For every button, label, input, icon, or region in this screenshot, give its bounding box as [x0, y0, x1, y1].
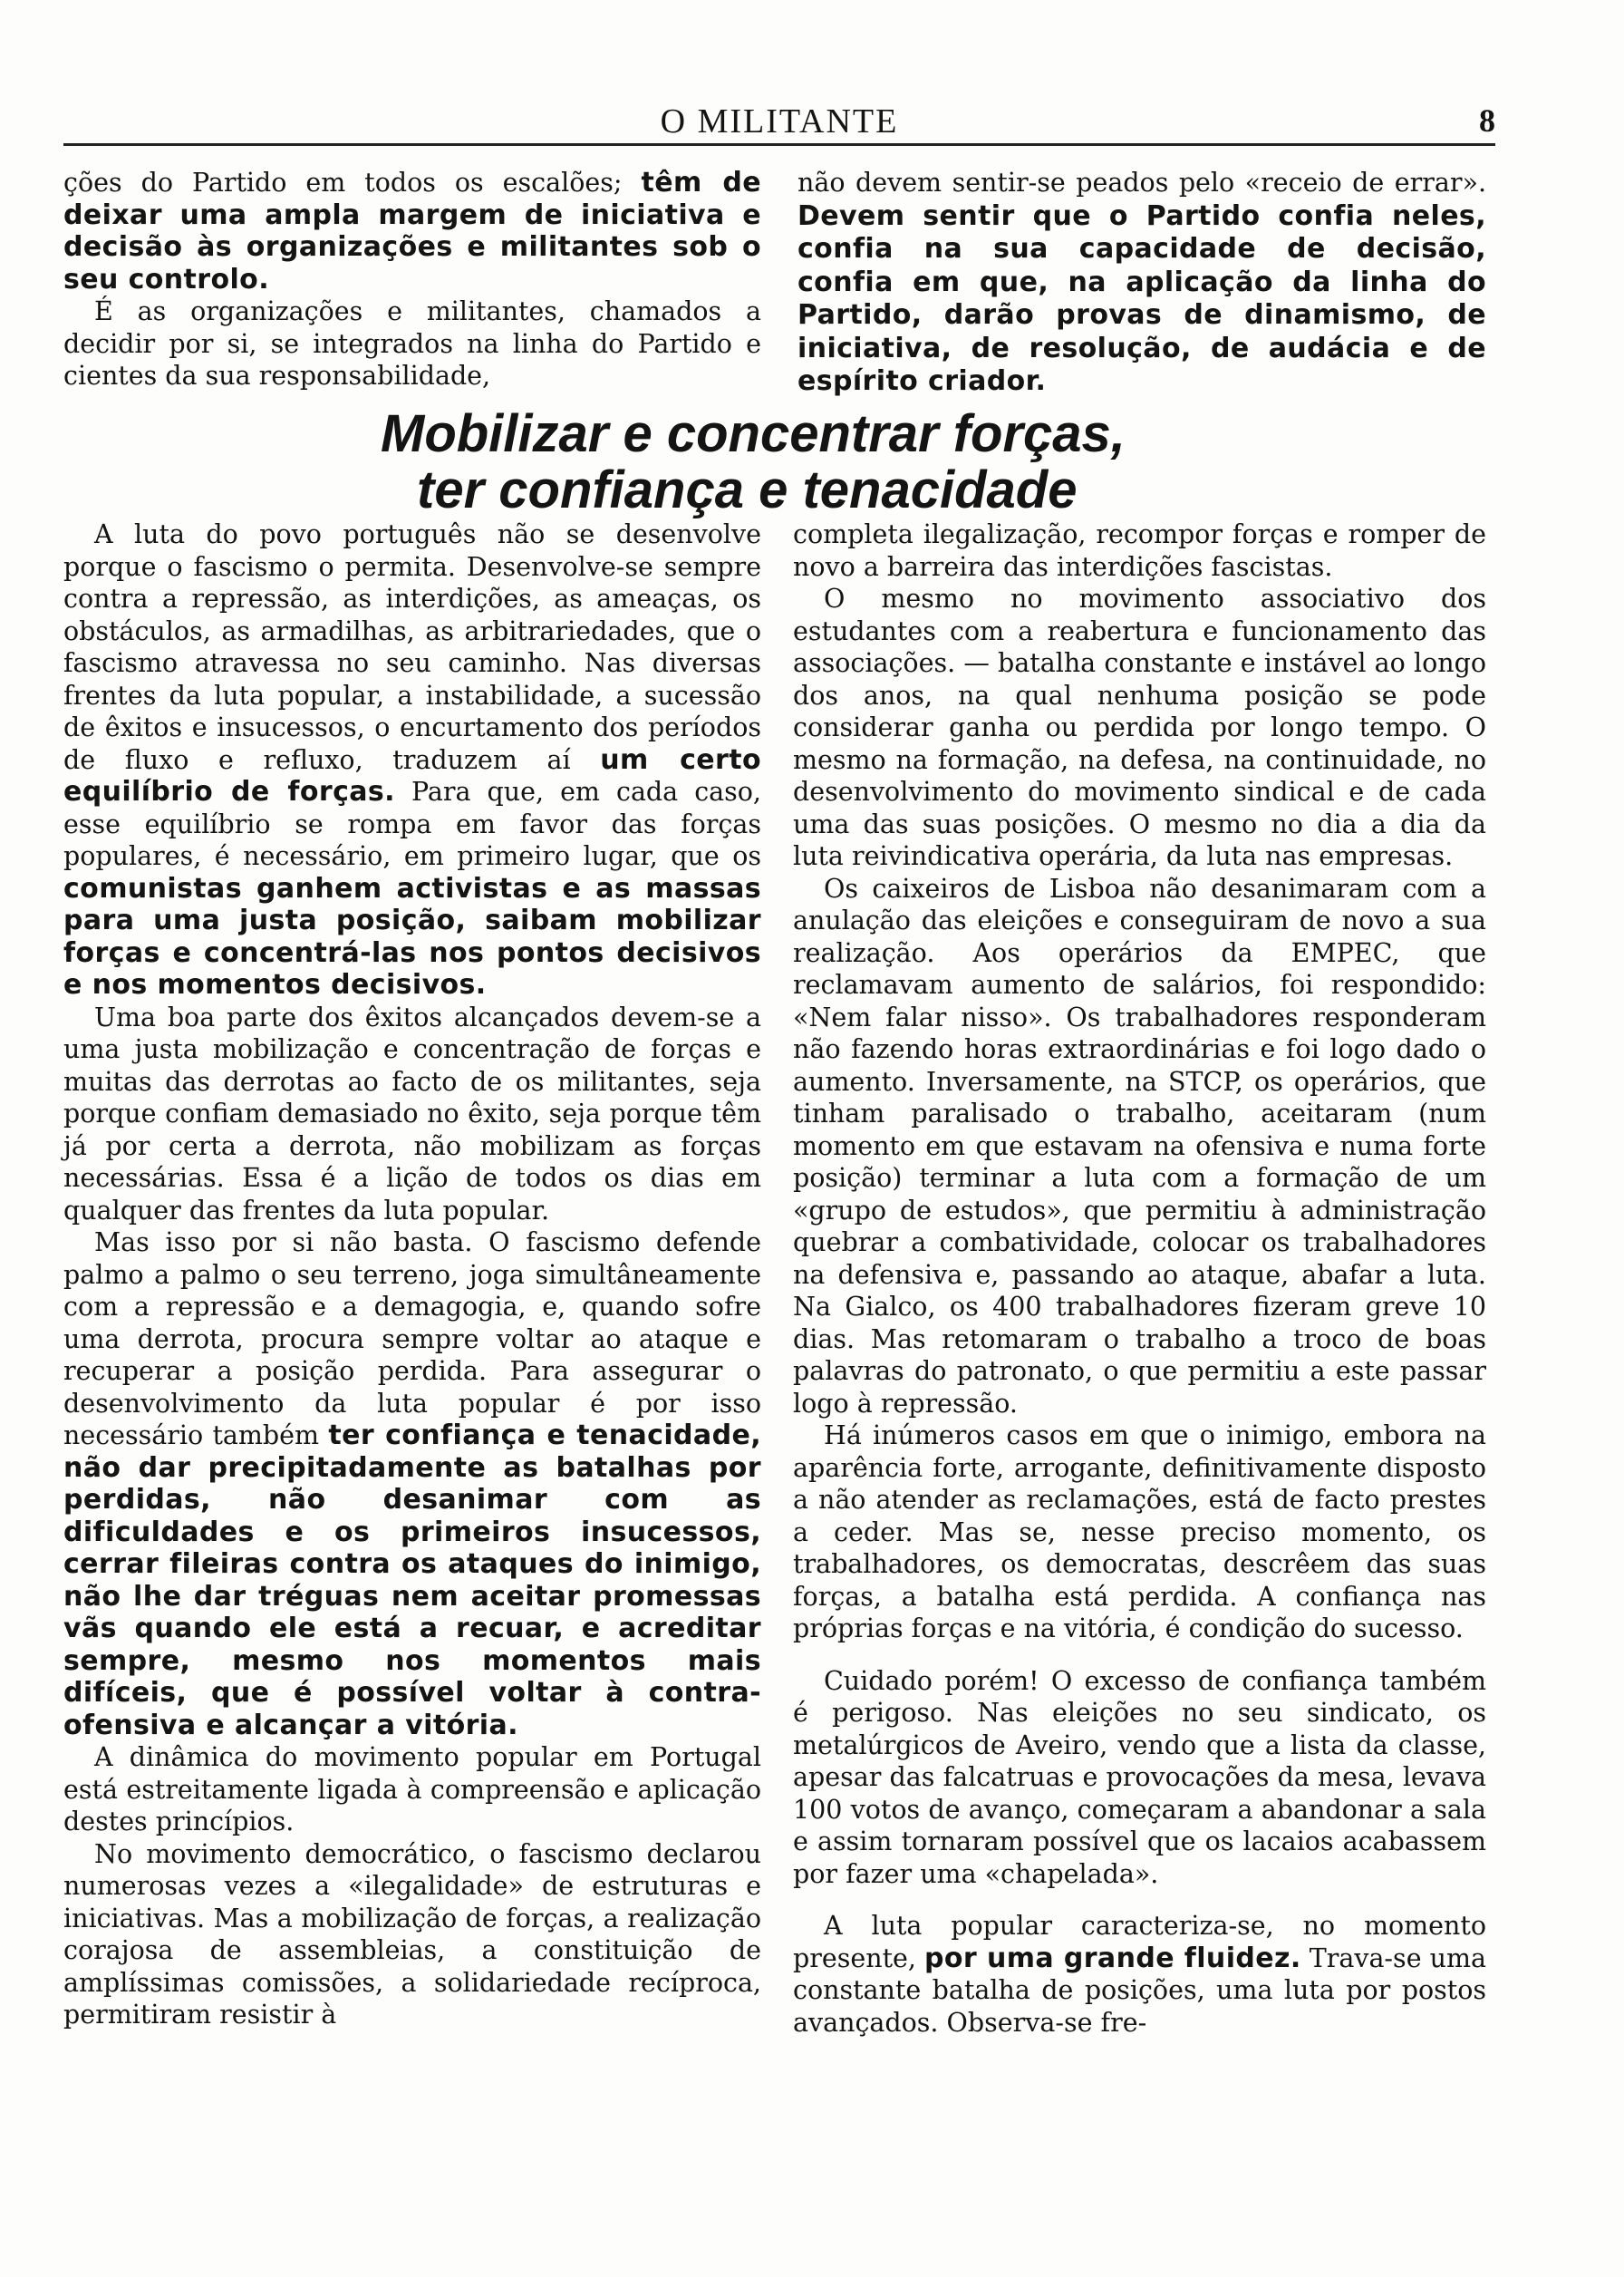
article-text: Trava-se uma constante batalha de posições, uma luta por postos avançados. Observa-se fre- — [793, 1943, 1486, 2038]
article-left-paragraph-1 — [63, 518, 761, 1002]
intro-left-text: ções do Partido em todos os escalões; — [63, 168, 642, 198]
intro-left-bold-text: têm de deixar uma ampla margem de iniciativa e decisão às organizações e militantes sob o seu controlo. — [63, 167, 761, 296]
article-left-paragraph-5: No movimento democrático, o fascismo declarou numerosas vezes a «ilegalidade» de estruturas e iniciativas. Mas a mobilização de forças, a realização corajosa de assembleias, a constituição de amplíssimas comissões, a solidariedade recíproca, permitiram resistir à — [63, 1838, 761, 2030]
article-right-paragraph-2: O mesmo no movimento associativo dos estudantes com a reabertura e funcionamento das associações. — batalha constante e instável ao longo dos anos, na qual nenhuma posição se pode considerar ganha ou perdida por longo tempo. O mesmo na formação, na defesa, na continuidade, no desenvolvimento do movimento sindical e de cada uma das suas posições. O mesmo no dia a dia da luta reivindicativa operária, da luta nas empresas. — [793, 584, 1486, 871]
article-right-paragraph-3: Os caixeiros de Lisboa não desanimaram com a anulação das eleições e conseguiram de novo a sua realização. Aos operários da EMPEC, que reclamavam aumento de salários, foi respondido: «Nem falar nisso». Os trabalhadores responderam não fazendo horas extraordinárias e foi logo dado o aumento. Inversamente, na STCP, os operários, que tinham paralisado o trabalho, aceitaram (num momento em que estavam na ofensiva e numa forte posição) terminar a luta com a formação de um «grupo de estudos», que permitiu à administração quebrar a combatividade, colocar os trabalhadores na defensiva e, passando ao ataque, abafar a luta. Na Gialco, os 400 trabalhadores fizeram greve 10 dias. Mas retomaram o trabalho a troco de boas palavras do patronato, o que permitiu a este passar logo à repressão. — [793, 873, 1486, 1419]
intro-left-paragraph-1 — [63, 167, 761, 296]
article-headline — [236, 406, 1232, 518]
article-right-paragraph-5: Cuidado porém! O excesso de confiança também é perigoso. Nas eleições no seu sindicato, os metalúrgicos de Aveiro, vendo que a lista da classe, apesar das falcatruas e provocações da mesa, levava 100 votos de avanço, começaram a abandonar a sala e assim tornaram possível que os lacaios acabassem por fazer uma «chapelada». — [793, 1665, 1486, 1889]
article-left-paragraph-2: Uma boa parte dos êxitos alcançados devem-se a uma justa mobilização e concentração de forças e muitas das derrotas ao facto de os militantes, seja porque confiam demasiado no êxito, seja porque têm já por certa a derrota, não mobilizam as forças necessárias. Essa é a lição de todos os dias em qualquer das frentes da luta popular. — [63, 1002, 761, 1226]
article-left-paragraph-3 — [63, 1226, 761, 1741]
intro-left-paragraph-2: É as organizações e militantes, chamados a decidir por si, se integrados na linha do Partido e cientes da sua responsabilidade, — [63, 296, 761, 391]
article-title-line-2: ter confiança e tenacidade — [417, 460, 1078, 519]
article-bold-text: por uma grande fluidez. — [924, 1942, 1301, 1974]
article-left-paragraph-4: A dinâmica do movimento popular em Portugal está estreitamente ligada à compreensão e aplicação destes princípios. — [63, 1742, 761, 1836]
article-title-line-1: Mobilizar e concentrar forças, — [381, 404, 1126, 463]
article-text: Mas isso por si não basta. O fascismo defende palmo a palmo o seu terreno, joga simultâneamente com a repressão e a demagogia, e, quando sofre uma derrota, procura sempre voltar ao ataque e recuperar a posição perdida. Para assegurar o desenvolvimento da luta popular é por isso necessário também — [63, 1227, 761, 1450]
intro-right-column — [798, 167, 1486, 399]
intro-right-paragraph-1 — [798, 167, 1486, 399]
article-left-column — [63, 518, 761, 2031]
header-rule — [63, 143, 1495, 146]
article-bold-text: um certo equilíbrio de forças. — [63, 743, 761, 808]
intro-right-bold-text: Devem sentir que o Partido confia neles, confia na sua capacidade de decisão, confia em que, na aplicação da linha do Partido, darão provas de dinamismo, de iniciativa, de resolução, de audácia e de espírito criador. — [798, 199, 1486, 397]
page-header — [63, 91, 1495, 145]
article-bold-text: ter confiança e tenacidade, não dar precipitadamente as batalhas por perdidas, não desanimar com as dificuldades e os primeiros insucessos, cerrar fileiras contra os ataques do inimigo, não lhe dar tréguas nem aceitar promessas vãs quando ele está a recuar, e acreditar sempre, mesmo nos momentos mais difíceis, que é possível voltar à contra-ofensiva e alcançar a vitória. — [63, 1419, 761, 1741]
article-right-paragraph-6 — [793, 1910, 1486, 2039]
article-right-paragraph-1: completa ilegalização, recompor forças e romper de novo a barreira das interdições fascistas. — [793, 519, 1486, 582]
article-right-column — [793, 518, 1486, 2039]
article-right-paragraph-4: Há inúmeros casos em que o inimigo, embora na aparência forte, arrogante, definitivamente disposto a não atender as reclamações, está de facto prestes a ceder. Mas se, nesse preciso momento, os trabalhadores, os democratas, descrêem das suas forças, a batalha está perdida. A confiança nas próprias forças e na vitória, é condição do sucesso. — [793, 1420, 1486, 1643]
article-text: Para que, em cada caso, esse equilíbrio se rompa em favor das forças populares, é necessário, em primeiro lugar, que os — [63, 777, 761, 871]
newspaper-title: O MILITANTE — [660, 102, 899, 140]
intro-left-column — [63, 167, 761, 392]
page-number: 8 — [1479, 102, 1495, 139]
intro-right-text: não devem sentir-se peados pelo «receio de errar». — [798, 168, 1486, 198]
article-text: A luta popular caracteriza-se, no momento presente, — [793, 1911, 1486, 1973]
article-text: A luta do povo português não se desenvolve porque o fascismo o permita. Desenvolve-se sempre contra a repressão, as interdições, as ameaças, os obstáculos, as armadilhas, as arbitrariedades, que o fascismo atravessa no seu caminho. Nas diversas frentes da luta popular, a instabilidade, a sucessão de êxitos e insucessos, o encurtamento dos períodos de fluxo e refluxo, traduzem aí — [63, 519, 761, 775]
article-bold-text: comunistas ganhem activistas e as massas para uma justa posição, saibam mobilizar forças e concentrá-las nos pontos decisivos e nos momentos decisivos. — [63, 872, 761, 1001]
